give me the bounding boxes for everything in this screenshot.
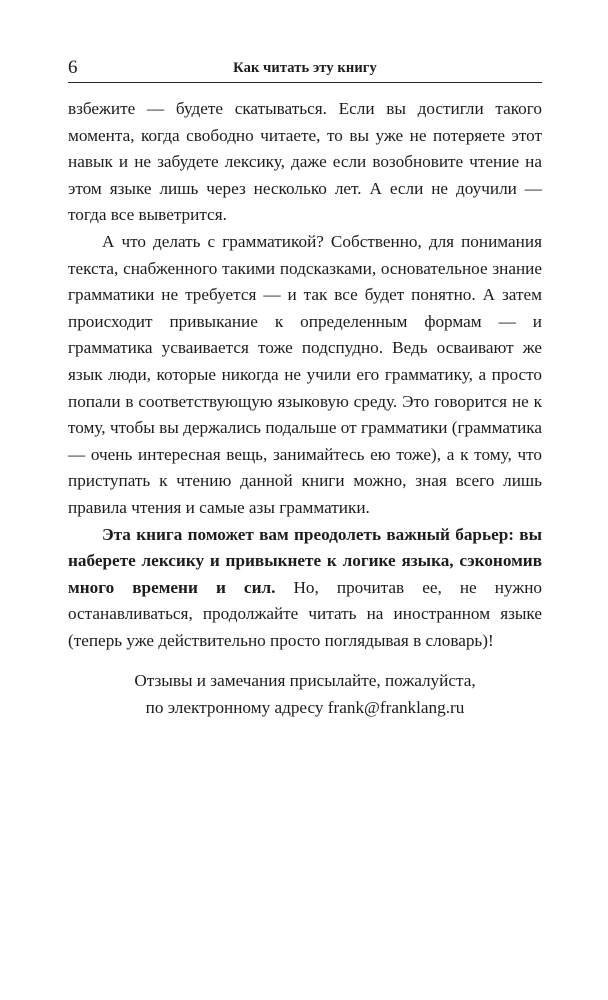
body-text: [68, 96, 542, 654]
paragraph-grammar: А что делать с грамматикой? Собственно, для понимания текста, снабженного такими подсказками, основательное знание грамматики не требуется — и так все будет понятно. А затем происходит привыкание к определенным формам — и грамматика усваивается тоже подспудно. Ведь осваивают же язык люди, которые никогда не учили его грамматику, а просто попали в соответствующую языковую среду. Это говорится не к тому, чтобы вы держались подальше от грамматики (грамматика — очень интересная вещь, занимайтесь ею тоже), а к тому, что приступать к чтению данной книги можно, зная всего лишь правила чтения и самые азы грамматики.: [68, 231, 542, 517]
emphasis-normal-text: Но, прочитав ее, не нужно останавливаться, продолжайте читать на иностранном языке (теперь уже действительно просто поглядывая в словарь)!: [68, 577, 542, 650]
contact-line-1: Отзывы и замечания присылайте, пожалуйста,: [134, 671, 476, 690]
page-header: [68, 56, 542, 83]
page-number: 6: [68, 57, 78, 78]
contact-info: [68, 668, 542, 721]
emphasis-bold-text: Эта книга поможет вам преодолеть важный барьер: вы наберете лексику и привыкнете к логике языка, сэкономив много времени и сил.: [68, 524, 542, 597]
paragraph-emphasis: [68, 522, 542, 655]
running-title: Как читать эту книгу: [233, 60, 377, 76]
contact-line-2: по электронному адресу frank@franklang.ru: [145, 697, 465, 717]
paragraph-continued: взбежите — будете скатываться. Если вы достигли такого момента, когда свободно читаете, то вы уже не потеряете этот навык и не забудете лексику, даже если возобновите чтение на этом языке лишь через несколько лет. А если не доучили — тогда все выветрится.: [68, 99, 542, 225]
